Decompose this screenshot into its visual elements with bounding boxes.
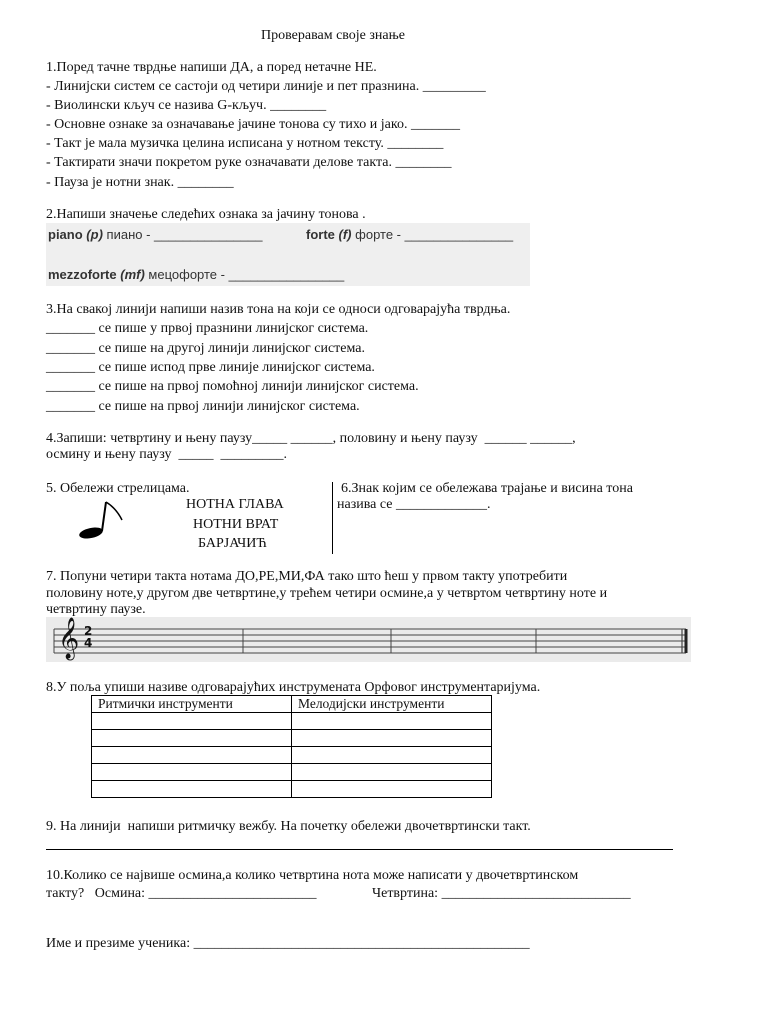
q3-item[interactable]: _______ се пише на првој линији линијског система. xyxy=(46,399,360,414)
q3-heading: 3.На свакој линији напиши назив тона на који се односи одговарајућа тврдња. xyxy=(46,302,511,317)
table-cell[interactable] xyxy=(92,747,292,764)
treble-clef-icon: 𝄞 xyxy=(58,618,80,659)
table-cell[interactable] xyxy=(292,713,492,730)
q3-item[interactable]: _______ се пише у првој празнини линијског система. xyxy=(46,321,369,336)
mezzoforte-answer: мецофорте - ________________ xyxy=(148,267,345,282)
q6-line: 6.Знак којим се обележава трајање и висина тона xyxy=(341,481,633,496)
q4-line[interactable]: осмину и њену паузу _____ _________. xyxy=(46,447,287,462)
column-header-rhythmic: Ритмички инструменти xyxy=(92,696,292,713)
q10-line: 10.Колико се највише осмина,а колико четвртина нота може написати у двочетвртинском xyxy=(46,868,579,883)
piano-marking[interactable] xyxy=(48,226,262,243)
table-cell[interactable] xyxy=(292,764,492,781)
q1-item[interactable]: - Линијски систем се састоји од четири линије и пет празнина. _________ xyxy=(46,79,486,94)
table-row xyxy=(92,730,492,747)
mezzoforte-term: mezzoforte xyxy=(48,267,117,282)
student-name-field[interactable]: Име и презиме ученика: ________________________________________________ xyxy=(46,936,530,951)
note-flag-label: БАРЈАЧИЋ xyxy=(198,536,267,551)
page-title: Проверавам своје знање xyxy=(261,28,405,43)
time-signature-bottom: 4 xyxy=(84,636,93,650)
staff-lines xyxy=(46,617,691,662)
q3-item[interactable]: _______ се пише испод прве линије линијског система. xyxy=(46,360,375,375)
instruments-table xyxy=(91,695,492,798)
q8-heading: 8.У поља упиши називе одговарајућих инструмената Орфовог инструментаријума. xyxy=(46,680,541,695)
forte-term: forte xyxy=(306,227,335,242)
time-signature-top: 2 xyxy=(84,624,93,638)
q3-item[interactable]: _______ се пише на првој помоћној линији линијског система. xyxy=(46,379,419,394)
column-header-melodic: Мелодијски инструменти xyxy=(292,696,492,713)
forte-symbol: (f) xyxy=(338,227,352,242)
q7-line: половину ноте,у другом две четвртине,у трећем четири осмине,а у четвртом четвртину ноте и xyxy=(46,586,608,601)
table-cell[interactable] xyxy=(92,713,292,730)
q4-line[interactable]: 4.Запиши: четвртину и њену паузу_____ ______, половину и њену паузу ______ ______, xyxy=(46,431,576,446)
music-staff[interactable] xyxy=(46,617,691,662)
table-header-row xyxy=(92,696,492,713)
q7-line: 7. Попуни четири такта нотама ДО,РЕ,МИ,ФА тако што ћеш у првом такту употребити xyxy=(46,569,568,584)
eighth-note-icon xyxy=(76,498,128,542)
q9-heading: 9. На линији напиши ритмичку вежбу. На почетку обележи двочетвртински такт. xyxy=(46,819,531,834)
q1-heading: 1.Поред тачне тврдње напиши ДА, а поред нетачне НЕ. xyxy=(46,60,377,75)
table-cell[interactable] xyxy=(92,730,292,747)
table-row xyxy=(92,781,492,798)
table-row xyxy=(92,764,492,781)
q6-line[interactable]: назива се _____________. xyxy=(337,497,491,512)
q1-item[interactable]: - Виолински кључ се назива G-кључ. ________ xyxy=(46,98,327,113)
table-cell[interactable] xyxy=(292,730,492,747)
table-row xyxy=(92,747,492,764)
table-cell[interactable] xyxy=(92,764,292,781)
forte-marking[interactable] xyxy=(306,226,513,243)
table-cell[interactable] xyxy=(292,747,492,764)
q1-item[interactable]: - Такт је мала музичка целина исписана у нотном тексту. ________ xyxy=(46,136,444,151)
table-cell[interactable] xyxy=(92,781,292,798)
q10-quarters-answer[interactable]: Четвртина: ___________________________ xyxy=(372,886,631,901)
piano-term: piano xyxy=(48,227,83,242)
piano-answer: пиано - _______________ xyxy=(106,227,263,242)
mezzoforte-symbol: (mf) xyxy=(120,267,145,282)
q1-item[interactable]: - Основне ознаке за означавање јачине тонова су тихо и јако. _______ xyxy=(46,117,460,132)
rhythm-answer-line[interactable] xyxy=(46,849,673,850)
q10-eighths-answer[interactable]: такту? Осмина: ________________________ xyxy=(46,886,317,901)
q1-item[interactable]: - Пауза је нотни знак. ________ xyxy=(46,175,234,190)
piano-symbol: (p) xyxy=(86,227,103,242)
dynamics-scan xyxy=(46,223,530,286)
q2-heading: 2.Напиши значење следећих ознака за јачину тонова . xyxy=(46,207,366,222)
q1-item[interactable]: - Тактирати значи покретом руке означавати делове такта. ________ xyxy=(46,155,452,170)
column-divider xyxy=(332,482,333,554)
note-head-label: НОТНА ГЛАВА xyxy=(186,497,284,512)
table-row xyxy=(92,713,492,730)
q5-heading: 5. Обележи стрелицама. xyxy=(46,481,190,496)
q7-line: четвртину паузе. xyxy=(46,602,146,617)
table-cell[interactable] xyxy=(292,781,492,798)
forte-answer: форте - _______________ xyxy=(355,227,514,242)
mezzoforte-marking[interactable] xyxy=(48,266,344,283)
q3-item[interactable]: _______ се пише на другој линији линијског система. xyxy=(46,341,365,356)
note-stem-label: НОТНИ ВРАТ xyxy=(193,517,279,532)
